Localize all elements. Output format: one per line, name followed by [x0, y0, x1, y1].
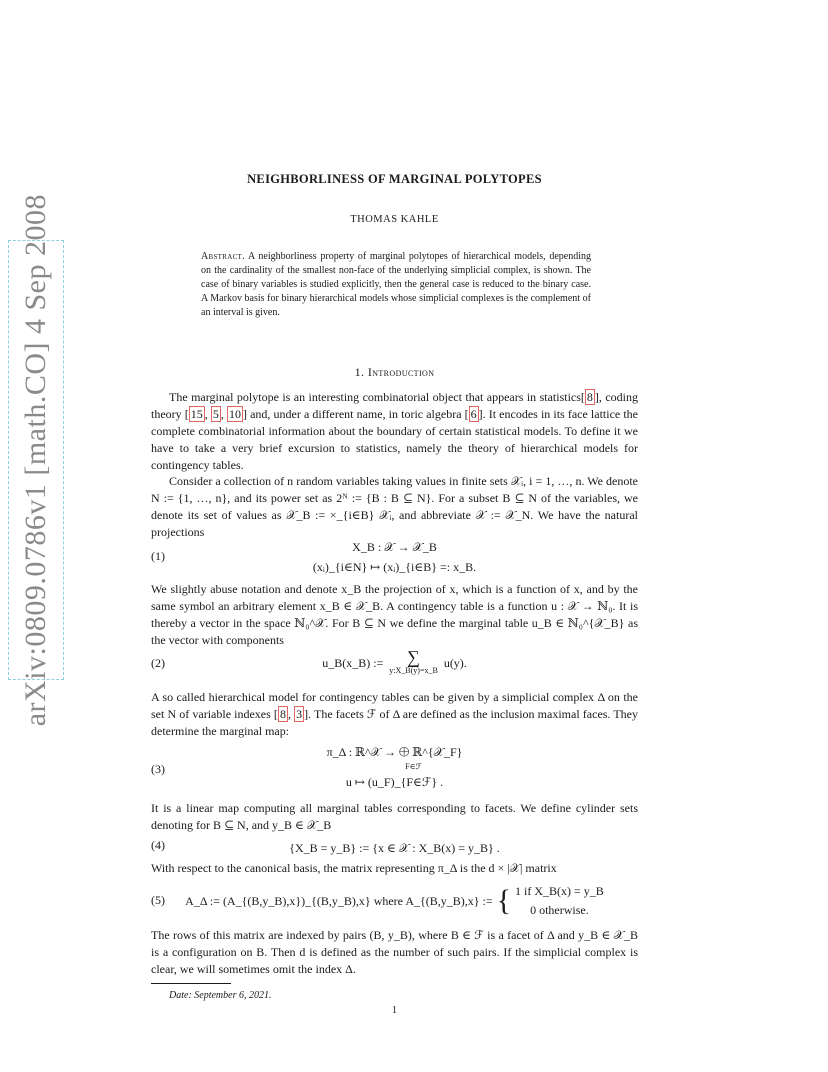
sum-sign-icon: ∑: [407, 647, 420, 667]
p1-text-a: The marginal polytope is an interesting combinatorial object that appears in statistics[: [169, 390, 585, 404]
paragraph-6: [151, 860, 638, 877]
p4-sep: ,: [287, 707, 295, 721]
eq2-number: (2): [151, 656, 165, 670]
citation-link[interactable]: 8: [586, 390, 593, 404]
eq3-line-1: π_Δ : ℝ^𝒳 → ⨁ ℝ^{𝒳_F}: [326, 745, 463, 759]
citation-link[interactable]: 10: [228, 407, 241, 421]
eq5-number: (5): [151, 893, 165, 907]
eq4-number: (4): [151, 838, 165, 852]
page-number: 1: [392, 1005, 397, 1016]
equation-3: [151, 742, 638, 798]
eq1-line-2: (xᵢ)_{i∈N} ↦ (xᵢ)_{i∈B} =: x_B.: [312, 560, 477, 574]
eq1-line-1: X_B : 𝒳 → 𝒳_B: [352, 540, 437, 554]
section-title: Introduction: [367, 365, 435, 379]
eq2-sum: [389, 647, 438, 678]
p2-text: Consider a collection of n random variables taking values in finite sets 𝒳ᵢ, i = 1, …, n. We denote N := {1, …, n}, and its power set as 2ᴺ := {B : B ⊆ N}. For a subset B ⊆ N of the variables, we denote its set of values as 𝒳_B := ×_{i∈B} 𝒳ᵢ, and abbreviate 𝒳 := 𝒳_N. We have the natural projections: [151, 474, 638, 539]
p3-text: We slightly abuse notation and denote x_B the projection of x, which is a function of x, and by the same symbol an arbitrary element x_B ∈ 𝒳_B. A contingency table is a function u : 𝒳 → ℕ₀. It is thereby a vector in the space ℕ₀^𝒳. For B ⊆ N we define the marginal table u_B ∈ ℕ₀^{𝒳_B} as the vector with components: [151, 582, 638, 647]
eq2-lhs: u_B(x_B) :=: [322, 656, 384, 670]
eq5-content: [151, 882, 638, 920]
arxiv-stamp: [8, 193, 64, 727]
paragraph-5: [151, 800, 638, 834]
eq5-case-2: 0 otherwise.: [530, 903, 589, 917]
citation-link[interactable]: 6: [470, 407, 477, 421]
p1-text-c: ] and, under a different name, in toric algebra [: [242, 407, 469, 421]
p5-text: It is a linear map computing all marginal tables corresponding to facets. We define cylinder sets denoting for B ⊆ N, and y_B ∈ 𝒳_B: [151, 801, 638, 832]
eq1-number: (1): [151, 549, 165, 563]
citation-link[interactable]: 8: [279, 707, 286, 721]
p4-text-b: ]. The facets ℱ of Δ are defined as the inclusion maximal faces. They determine the marginal map:: [151, 707, 639, 738]
equation-4: [151, 838, 638, 858]
paragraph-7: [151, 927, 638, 978]
eq4-content: [151, 838, 638, 858]
p1-sep-a: ,: [204, 407, 211, 421]
equation-1: [151, 537, 638, 577]
footnote-text: Date: September 6, 2021.: [169, 990, 272, 1001]
eq5-lhs: A_Δ := (A_{(B,y_B),x})_{(B,y_B),x} where A_{(B,y_B),x} :=: [185, 893, 493, 908]
section-number: 1.: [354, 365, 365, 379]
eq1-content: [151, 537, 638, 577]
paragraph-4: [151, 689, 638, 740]
abstract: [201, 250, 591, 320]
citation-link[interactable]: 3: [296, 707, 303, 721]
p1-text-d: ]. It encodes in its face lattice the complete combinatorial information about the boundary of certain statistical models. To define it we have to take a very brief excursion to statistics, namely the theory of hierarchical models for contingency tables.: [151, 407, 638, 472]
equation-5: [151, 882, 638, 922]
paragraph-1: [151, 389, 638, 474]
abstract-text: A neighborliness property of marginal polytopes of hierarchical models, depending on the cardinality of the smallest non-face of the underlying simplicial complex, is shown. The case of binary variables is studied explicitly, then the general case is reduced to the binary case. A Markov basis for binary hierarchical models whose simplicial complexes is the complement of an interval is given.: [201, 251, 591, 318]
paragraph-2: [151, 473, 638, 541]
eq5-case-1: 1 if X_B(x) = y_B: [515, 884, 604, 898]
eq3-line-2: u ↦ (u_F)_{F∈ℱ} .: [345, 775, 444, 789]
footnote-rule: [151, 983, 231, 984]
p1-sep-b: ,: [220, 407, 227, 421]
eq2-rhs: u(y).: [443, 656, 467, 670]
paper-author: THOMAS KAHLE: [350, 214, 439, 225]
eq4-text: {X_B = y_B} := {x ∈ 𝒳 : X_B(x) = y_B} .: [289, 841, 500, 855]
eq3-sum-sub: F∈ℱ: [405, 762, 422, 771]
paragraph-3: [151, 581, 638, 649]
p4-text-a: A so called hierarchical model for contingency tables can be given by a simplicial complex Δ on the set N of variable indexes [: [151, 690, 638, 721]
section-heading: [151, 365, 638, 380]
citation-link[interactable]: 5: [212, 407, 219, 421]
abstract-label: Abstract.: [201, 251, 245, 262]
p7-text: The rows of this matrix are indexed by pairs (B, y_B), where B ∈ ℱ is a facet of Δ and y_B ∈ 𝒳_B is a configuration on B. Then d is defined as the number of such pairs. If the simplicial complex is clear, we will sometimes omit the index Δ.: [151, 928, 638, 976]
brace-icon: {: [496, 884, 512, 917]
paper-title: NEIGHBORLINESS OF MARGINAL POLYTOPES: [247, 172, 542, 186]
eq3-number: (3): [151, 762, 165, 776]
eq2-sum-sub: y:X_B(y)=x_B: [389, 666, 438, 675]
arxiv-stamp-text: arXiv:0809.0786v1 [math.CO] 4 Sep 2008: [19, 193, 52, 727]
footnote: [169, 990, 271, 1001]
eq2-content: [151, 647, 638, 678]
p1-text-b: ], coding theory [: [151, 390, 638, 421]
eq5-cases: [515, 882, 604, 920]
p6-text: With respect to the canonical basis, the matrix representing π_Δ is the d × |𝒳| matrix: [151, 861, 557, 875]
eq3-content: [151, 742, 638, 792]
equation-2: [151, 647, 638, 686]
citation-link[interactable]: 15: [190, 407, 203, 421]
